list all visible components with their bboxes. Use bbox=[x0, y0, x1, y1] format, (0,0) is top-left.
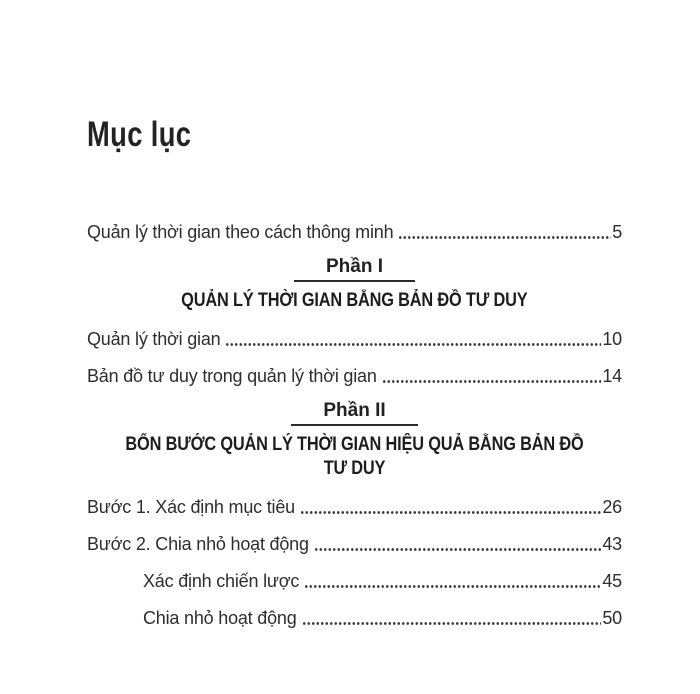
toc-section bbox=[87, 399, 622, 481]
toc-entry bbox=[87, 358, 622, 395]
toc-entry-page-number: 26 bbox=[602, 497, 622, 517]
toc-entry-page-number: 50 bbox=[602, 608, 622, 628]
toc-entry-label: Bước 1. Xác định mục tiêu bbox=[87, 497, 295, 517]
page-title bbox=[0, 0, 700, 154]
section-heading-text: QUẢN LÝ THỜI GIAN BẰNG BẢN ĐỒ TƯ DUY bbox=[181, 290, 528, 311]
section-heading-text: BỐN BƯỚC QUẢN LÝ THỜI GIAN HIỆU QUẢ BẰNG BẢN ĐỒ TƯ DUY bbox=[125, 434, 584, 479]
toc-entry bbox=[87, 526, 622, 563]
toc-entry-label: Bản đồ tư duy trong quản lý thời gian bbox=[87, 366, 377, 386]
section-part-label: Phần II bbox=[291, 399, 417, 426]
toc-entry bbox=[87, 489, 622, 526]
toc-entry-label: Bước 2. Chia nhỏ hoạt động bbox=[87, 534, 309, 554]
toc-entry-label: Quản lý thời gian bbox=[87, 329, 221, 349]
toc-entry bbox=[87, 214, 622, 251]
toc-entry-page-number: 45 bbox=[602, 571, 622, 591]
dot-leader bbox=[382, 358, 602, 395]
page-title-text: Mục lục bbox=[87, 115, 192, 154]
section-heading bbox=[87, 433, 622, 481]
toc-section bbox=[87, 255, 622, 313]
toc-entry bbox=[87, 563, 622, 600]
toc-entry-page-number: 10 bbox=[602, 329, 622, 349]
section-part-row bbox=[87, 399, 622, 426]
toc-entry-label: Xác định chiến lược bbox=[143, 571, 300, 591]
toc-entry-label: Quản lý thời gian theo cách thông minh bbox=[87, 222, 394, 242]
toc-entry-page-number: 14 bbox=[602, 366, 622, 386]
toc-entry bbox=[87, 321, 622, 358]
dot-leader bbox=[304, 563, 601, 600]
toc-entry bbox=[87, 600, 622, 637]
dot-leader bbox=[398, 214, 611, 251]
section-heading bbox=[87, 289, 622, 313]
toc-entry-page-number: 43 bbox=[602, 534, 622, 554]
dot-leader bbox=[302, 600, 602, 637]
section-part-row bbox=[87, 255, 622, 282]
toc-entry-page-number: 5 bbox=[612, 222, 622, 242]
section-part-label: Phần I bbox=[294, 255, 415, 282]
toc-entry-label: Chia nhỏ hoạt động bbox=[143, 608, 297, 628]
toc-list bbox=[87, 214, 622, 637]
dot-leader bbox=[300, 489, 601, 526]
dot-leader bbox=[225, 321, 601, 358]
dot-leader bbox=[314, 526, 602, 563]
